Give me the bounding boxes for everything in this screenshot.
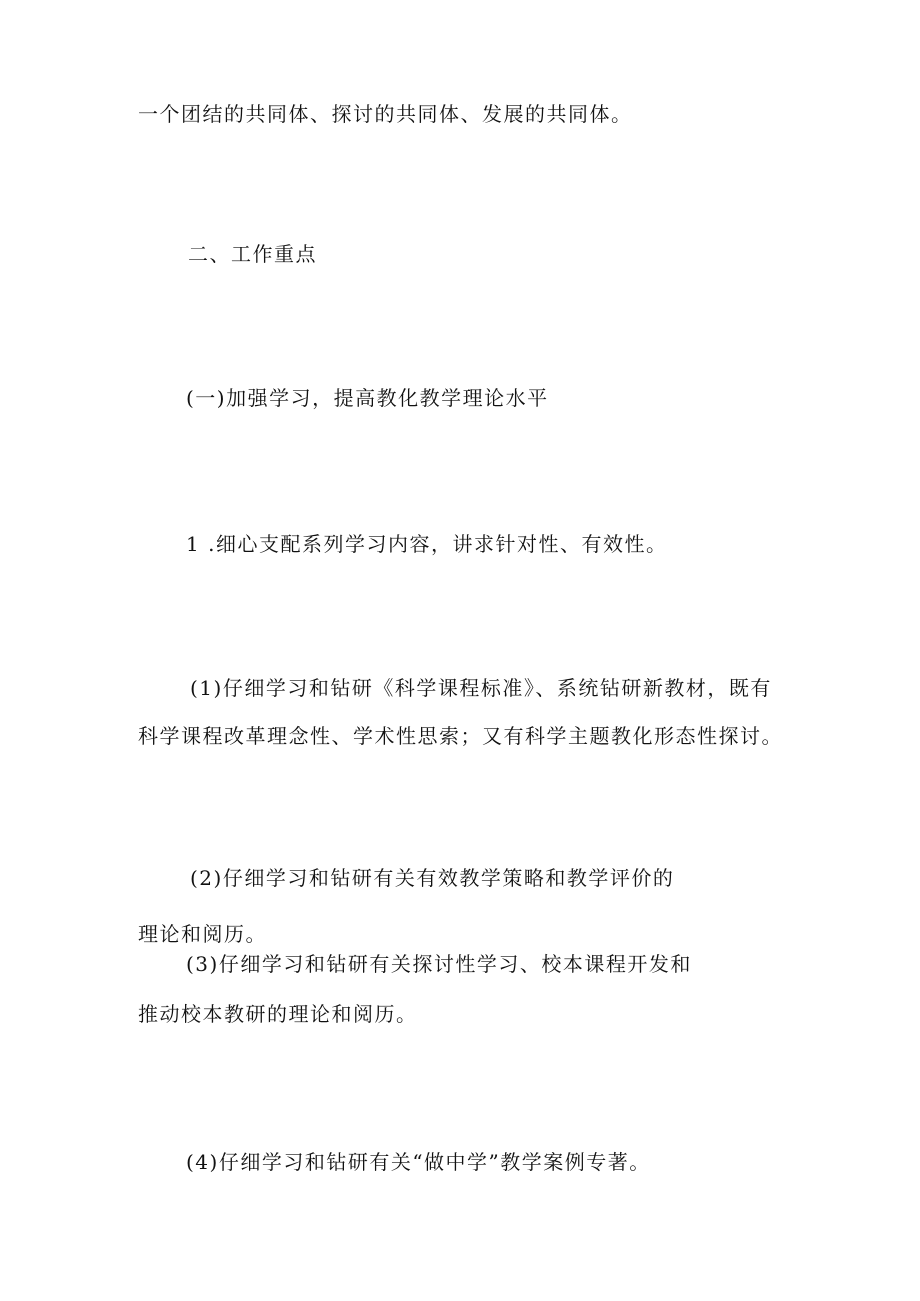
sub-item-3-line-1: (3)仔细学习和钻研有关探讨性学习、校本课程开发和 bbox=[186, 952, 692, 976]
list-item-1: 1 .细心支配系列学习内容，讲求针对性、有效性。 bbox=[186, 532, 668, 556]
sub-item-4: (4)仔细学习和钻研有关“做中学”教学案例专著。 bbox=[186, 1150, 651, 1174]
sub-item-2-line-2: 理论和阅历。 bbox=[138, 922, 267, 946]
sub-item-3-line-2: 推动校本教研的理论和阅历。 bbox=[138, 1002, 418, 1026]
paragraph-continuation: 一个团结的共同体、探讨的共同体、发展的共同体。 bbox=[138, 102, 633, 126]
sub-item-1-line-2: 科学课程改革理念性、学术性思索；又有科学主题教化形态性探讨。 bbox=[138, 724, 783, 748]
section-heading: 二、工作重点 bbox=[188, 242, 317, 266]
subsection-heading: (一)加强学习，提高教化教学理论水平 bbox=[186, 386, 549, 410]
sub-item-1-line-1: (1)仔细学习和钻研《科学课程标准》、系统钻研新教材，既有 bbox=[190, 676, 772, 700]
sub-item-2-line-1: (2)仔细学习和钻研有关有效教学策略和教学评价的 bbox=[190, 866, 675, 890]
